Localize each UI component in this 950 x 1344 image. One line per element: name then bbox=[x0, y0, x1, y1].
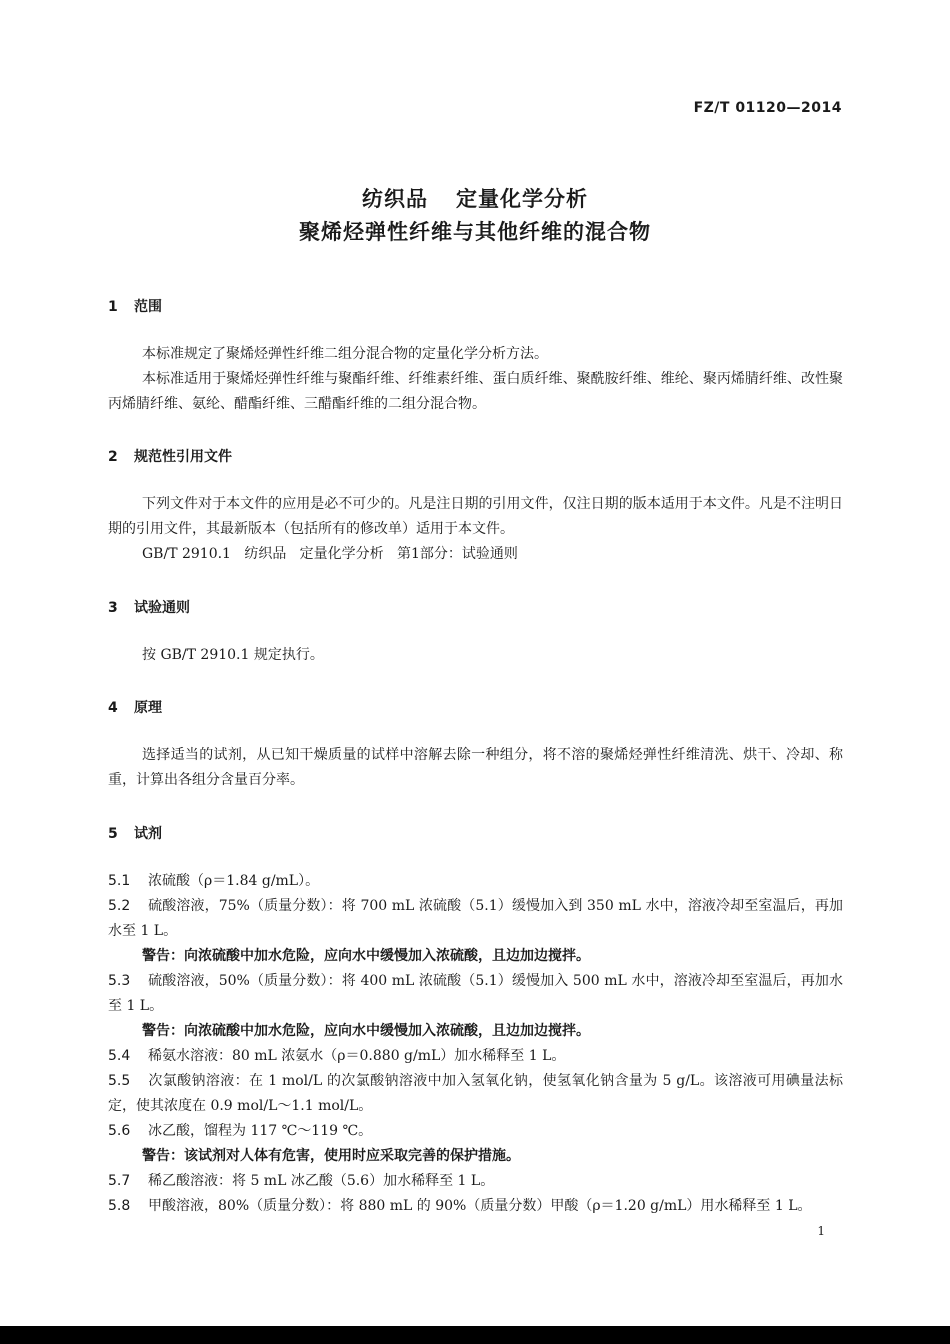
reagent-item: 5.4 稀氨水溶液：80 mL 浓氨水（ρ＝0.880 g/mL）加水稀释至 1 L。 bbox=[108, 1048, 566, 1064]
warning-note: 警告：向浓硫酸中加水危险，应向水中缓慢加入浓硫酸，且边加边搅拌。 bbox=[142, 948, 590, 964]
section-3-heading: 3 试验通则 bbox=[108, 600, 190, 616]
title-part-b: 定量化学分析 bbox=[456, 187, 588, 211]
standard-number: FZ/T 01120—2014 bbox=[693, 100, 842, 116]
section-1-heading: 1 范围 bbox=[108, 299, 162, 315]
document-title-line2: 聚烯烃弹性纤维与其他纤维的混合物 bbox=[299, 220, 651, 244]
document-title-line1 bbox=[0, 183, 950, 213]
section-2-heading: 2 规范性引用文件 bbox=[108, 449, 232, 465]
normative-reference: GB/T 2910.1 纺织品 定量化学分析 第1部分：试验通则 bbox=[142, 546, 518, 562]
page-number: 1 bbox=[817, 1224, 825, 1238]
section-3-paragraph-1: 按 GB/T 2910.1 规定执行。 bbox=[142, 647, 324, 663]
reagent-item: 5.6 冰乙酸，馏程为 117 ℃～119 ℃。 bbox=[108, 1123, 373, 1139]
reagent-item: 5.8 甲酸溶液，80%（质量分数）：将 880 mL 的 90%（质量分数）甲酸（ρ＝1.20 g/mL）用水稀释至 1 L。 bbox=[108, 1198, 812, 1214]
reagent-item: 5.2 硫酸溶液，75%（质量分数）：将 700 mL 浓硫酸（5.1）缓慢加入到 350 mL 水中，溶液冷却至室温后，再加水至 1 L。 bbox=[108, 898, 843, 939]
section-2-paragraph-1: 下列文件对于本文件的应用是必不可少的。凡是注日期的引用文件，仅注日期的版本适用于本文件。凡是不注明日期的引用文件，其最新版本（包括所有的修改单）适用于本文件。 bbox=[108, 496, 843, 537]
section-1-paragraph-1: 本标准规定了聚烯烃弹性纤维二组分混合物的定量化学分析方法。 bbox=[142, 346, 548, 362]
title-part-a: 纺织品 bbox=[362, 187, 428, 211]
section-4-paragraph-1: 选择适当的试剂，从已知干燥质量的试样中溶解去除一种组分，将不溶的聚烯烃弹性纤维清洗、烘干、冷却、称重，计算出各组分含量百分率。 bbox=[108, 747, 843, 788]
section-1-paragraph-2: 本标准适用于聚烯烃弹性纤维与聚酯纤维、纤维素纤维、蛋白质纤维、聚酰胺纤维、维纶、聚丙烯腈纤维、改性聚丙烯腈纤维、氨纶、醋酯纤维、三醋酯纤维的二组分混合物。 bbox=[108, 371, 843, 412]
section-5-heading: 5 试剂 bbox=[108, 826, 162, 842]
reagent-item: 5.3 硫酸溶液，50%（质量分数）：将 400 mL 浓硫酸（5.1）缓慢加入 500 mL 水中，溶液冷却至室温后，再加水至 1 L。 bbox=[108, 973, 843, 1014]
reagent-item: 5.1 浓硫酸（ρ＝1.84 g/mL）。 bbox=[108, 873, 320, 889]
reagent-item: 5.7 稀乙酸溶液：将 5 mL 冰乙酸（5.6）加水稀释至 1 L。 bbox=[108, 1173, 495, 1189]
warning-note: 警告：该试剂对人体有危害，使用时应采取完善的保护措施。 bbox=[142, 1148, 520, 1164]
warning-note: 警告：向浓硫酸中加水危险，应向水中缓慢加入浓硫酸，且边加边搅拌。 bbox=[142, 1023, 590, 1039]
reagent-item: 5.5 次氯酸钠溶液：在 1 mol/L 的次氯酸钠溶液中加入氢氧化钠，使氢氧化钠含量为 5 g/L。该溶液可用碘量法标定，使其浓度在 0.9 mol/L～1.1 mol/L。 bbox=[108, 1073, 843, 1114]
section-4-heading: 4 原理 bbox=[108, 700, 162, 716]
bottom-border bbox=[0, 1326, 950, 1344]
